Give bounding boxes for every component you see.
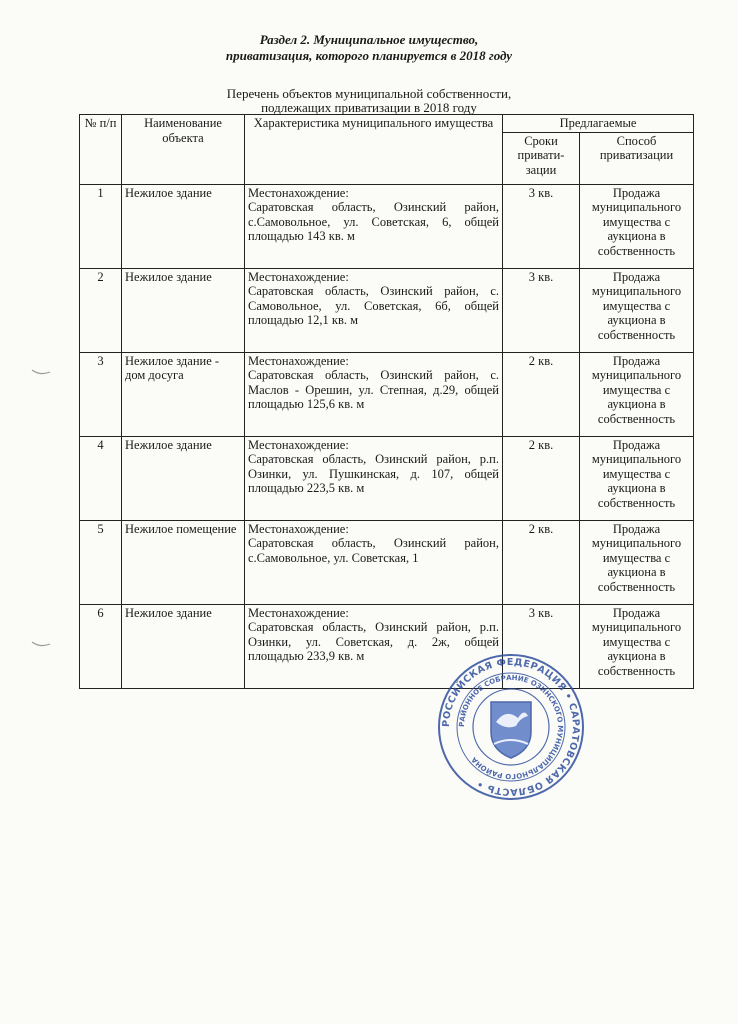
- row-address: Саратовская область, Озинский район, с.Самовольное, ул. Советская, 1: [248, 536, 499, 565]
- row-num: 4: [80, 436, 122, 520]
- row-location-label: Местонахождение:: [248, 437, 349, 452]
- table-row: [80, 436, 694, 520]
- row-name: Нежилое помещение: [122, 520, 245, 604]
- row-name: Нежилое здание: [122, 436, 245, 520]
- row-term: 2 кв.: [503, 352, 580, 436]
- row-location-label: Местонахождение:: [248, 605, 349, 620]
- row-characteristic: [245, 352, 503, 436]
- row-term: 3 кв.: [503, 184, 580, 268]
- table-row: [80, 520, 694, 604]
- row-name: Нежилое здание: [122, 604, 245, 688]
- row-name: Нежилое здание: [122, 268, 245, 352]
- row-term: 2 кв.: [503, 436, 580, 520]
- row-address: Саратовская область, Озинский район, с.Самовольное, ул. Советская, 6, общей площадью 143 кв. м: [248, 200, 499, 243]
- seal-outer-text: РОССИЙСКАЯ ФЕДЕРАЦИЯ • САРАТОВСКАЯ ОБЛАСТЬ •: [440, 656, 582, 798]
- row-characteristic: [245, 268, 503, 352]
- row-method: Продажа муниципального имущества с аукциона в собственность: [580, 436, 694, 520]
- table-row: [80, 268, 694, 352]
- row-method: Продажа муниципального имущества с аукциона в собственность: [580, 352, 694, 436]
- header-method: Способ приватизации: [580, 132, 694, 184]
- row-name: Нежилое здание: [122, 184, 245, 268]
- row-characteristic: [245, 184, 503, 268]
- row-address: Саратовская область, Озинский район, р.п. Озинки, ул. Советская, д. 2ж, общей площадью 233,9 кв. м: [248, 620, 499, 663]
- row-term: 3 кв.: [503, 268, 580, 352]
- header-term: Сроки привати-зации: [503, 132, 580, 184]
- row-num: 6: [80, 604, 122, 688]
- row-characteristic: [245, 436, 503, 520]
- header-characteristic: Характеристика муниципального имущества: [245, 115, 503, 185]
- row-address: Саратовская область, Озинский район, с. Маслов - Орешин, ул. Степная, д.29, общей площадью 125,6 кв. м: [248, 368, 499, 411]
- table-row: [80, 604, 694, 688]
- row-method: Продажа муниципального имущества с аукциона в собственность: [580, 268, 694, 352]
- list-title-line2: подлежащих приватизации в 2018 году: [261, 100, 477, 115]
- table-row: [80, 184, 694, 268]
- row-location-label: Местонахождение:: [248, 521, 349, 536]
- table-row: [80, 352, 694, 436]
- row-term: 3 кв.: [503, 604, 580, 688]
- row-num: 5: [80, 520, 122, 604]
- header-num: № п/п: [80, 115, 122, 185]
- row-address: Саратовская область, Озинский район, р.п. Озинки, ул. Пушкинская, д. 107, общей площадью 223,5 кв. м: [248, 452, 499, 495]
- row-num: 1: [80, 184, 122, 268]
- list-title-line1: Перечень объектов муниципальной собственности,: [226, 86, 512, 101]
- official-seal: [436, 652, 586, 802]
- row-address: Саратовская область, Озинский район, с. Самовольное, ул. Советская, 6б, общей площадью 12,1 кв. м: [248, 284, 499, 327]
- scan-marks: [28, 360, 58, 660]
- section-title-line2: приватизация, которого планируется в 2018 году: [225, 48, 513, 63]
- row-characteristic: [245, 520, 503, 604]
- seal-emblem: [491, 702, 531, 758]
- section-title-line1: Раздел 2. Муниципальное имущество,: [259, 32, 479, 47]
- row-method: Продажа муниципального имущества с аукциона в собственность: [580, 604, 694, 688]
- row-location-label: Местонахождение:: [248, 185, 349, 200]
- header-name: Наименование объекта: [122, 115, 245, 185]
- row-term: 2 кв.: [503, 520, 580, 604]
- row-location-label: Местонахождение:: [248, 353, 349, 368]
- row-num: 3: [80, 352, 122, 436]
- row-location-label: Местонахождение:: [248, 269, 349, 284]
- privatization-table: [79, 114, 694, 689]
- row-num: 2: [80, 268, 122, 352]
- row-method: Продажа муниципального имущества с аукциона в собственность: [580, 184, 694, 268]
- row-name: Нежилое здание - дом досуга: [122, 352, 245, 436]
- header-proposed: Предлагаемые: [503, 115, 694, 133]
- row-method: Продажа муниципального имущества с аукциона в собственность: [580, 520, 694, 604]
- seal-inner-text: РАЙОННОЕ СОБРАНИЕ ОЗИНСКОГО МУНИЦИПАЛЬНОГО РАЙОНА: [457, 673, 565, 781]
